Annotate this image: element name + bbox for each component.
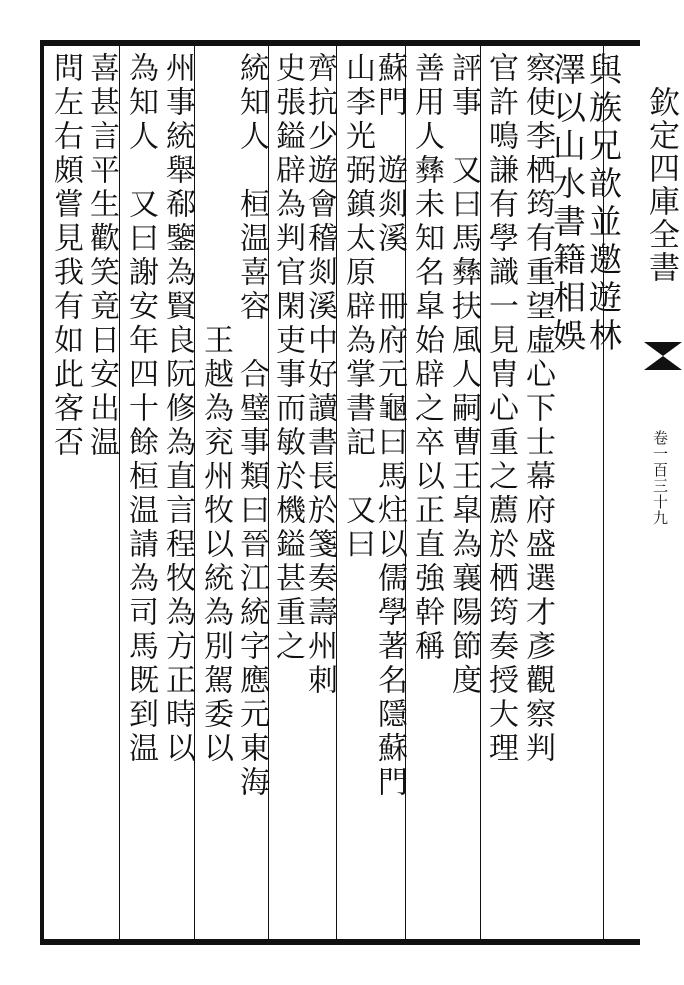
- text-column: [82, 44, 120, 939]
- column-text: 官許鳴謙有學識一見胄心重之薦於栖筠奏授大理: [483, 52, 518, 766]
- text-column: [46, 44, 84, 939]
- column-text: 統知人 桓温喜容 合璧事類曰晉江統字應元東海: [234, 52, 269, 800]
- column-text: 王越為兖州牧以統為別駕委以: [198, 52, 233, 766]
- column-text: 察使李栖筠有重望虛心下士幕府盛選才彥觀察判: [520, 52, 555, 766]
- column-text: 善用人彝未知名皐始辟之卒以正直強幹稱: [409, 52, 444, 664]
- text-column: [481, 44, 519, 939]
- book-title: 欽定四庫全書: [643, 86, 679, 284]
- text-column: [407, 44, 445, 939]
- column-text: 評事 又曰馬彝扶風人嗣曹王皐為襄陽節度: [446, 52, 481, 698]
- column-text: 州事統舉郗鑒為賢良阮修為直言程牧為方正時以: [160, 52, 195, 766]
- column-text: 問左右頗嘗見我有如此客否: [48, 52, 83, 460]
- column-text: 山李光弼鎮太原辟為掌書記 又曰: [340, 52, 375, 562]
- column-text: 為知人 又曰謝安年四十餘桓温請為司馬既到温: [123, 52, 158, 766]
- column-text: 喜甚言平生歡笑竟日安出温: [84, 52, 119, 460]
- fore-edge: [642, 40, 682, 945]
- column-text: 齊抗少遊會稽剡溪中好讀書長於箋奏壽州刺: [302, 52, 337, 698]
- text-column: [268, 44, 306, 939]
- text-column: [121, 44, 159, 939]
- column-text: 與族兄歆並邀遊林: [584, 52, 623, 356]
- text-column: [232, 44, 270, 939]
- volume-label: 卷一百三十九: [651, 430, 669, 526]
- column-text: 澤以山水書籍相娛: [548, 52, 587, 356]
- column-text: 蘇門 遊剡溪 冊府元龜曰馬炷以儒學著名隱蘇門: [372, 52, 407, 800]
- column-text: 史張鎰辟為判官閑吏事而敏於機鎰甚重之: [270, 52, 305, 664]
- text-column: [518, 44, 556, 939]
- text-column: [158, 44, 196, 939]
- fish-tail-mark-icon: [642, 336, 684, 376]
- text-column: [338, 44, 376, 939]
- text-column: [196, 44, 234, 939]
- text-column: [444, 44, 482, 939]
- text-column: [584, 44, 622, 939]
